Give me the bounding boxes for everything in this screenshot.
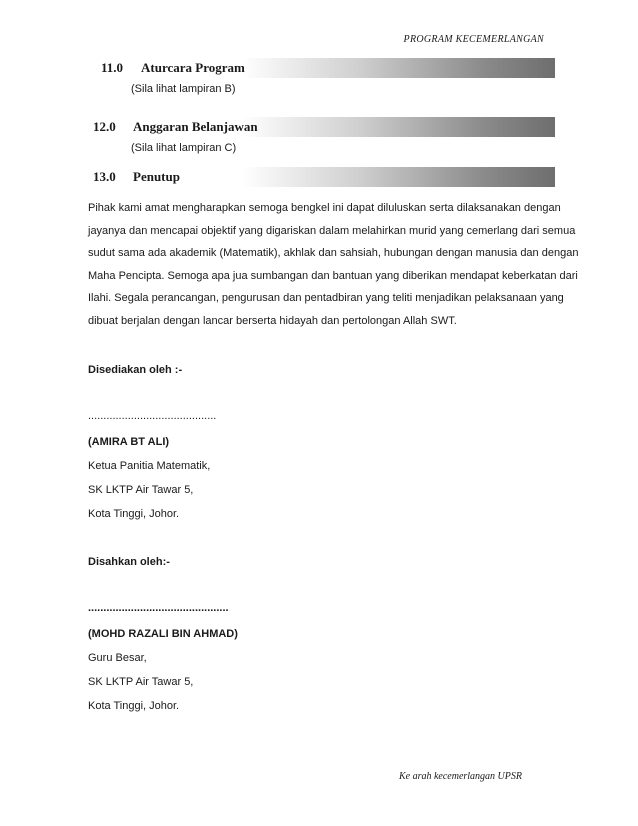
section-number-11: 11.0 [101,60,124,75]
prepared-location: Kota Tinggi, Johor. [88,508,180,520]
approved-by-label: Disahkan oleh:- [88,556,170,568]
approved-signature-line: .............................................. [88,602,229,614]
section-number-13: 13.0 [93,169,116,184]
paragraph-line: Pihak kami amat mengharapkan semoga bengkel ini dapat diluluskan serta dilaksanakan dengan [88,202,561,214]
prepared-signature-line: .......................................... [88,410,217,422]
paragraph-line: Maha Pencipta. Semoga apa jua sumbangan dan bantuan yang diberikan mendapat keberkatan dari [88,269,578,282]
section-title-13: Penutup [133,169,180,184]
section-number-12: 12.0 [93,119,116,134]
section-note-11: (Sila lihat lampiran B) [131,83,236,95]
prepared-by-label: Disediakan oleh :- [88,364,183,376]
prepared-name: (AMIRA BT ALI) [88,436,170,448]
running-footer: Ke arah kecemerlangan UPSR [398,771,522,782]
approved-position: Guru Besar, [88,652,147,664]
approved-location: Kota Tinggi, Johor. [88,700,180,712]
paragraph-line: dibuat berjalan dengan lancar berserta hidayah dan pertolongan Allah SWT. [88,314,457,327]
prepared-position: Ketua Panitia Matematik, [88,460,211,472]
closing-paragraph [88,197,579,333]
approved-name: (MOHD RAZALI BIN AHMAD) [88,628,238,640]
section-title-12: Anggaran Belanjawan [133,119,258,134]
paragraph-line: Ilahi. Segala perancangan, pengurusan dan pentadbiran yang teliti menjadikan pelaksanaan yang [88,292,564,305]
section-title-11: Aturcara Program [141,60,245,75]
paragraph-line: jayanya dan mencapai objektif yang digariskan dalam melahirkan murid yang cemerlang dari semua [88,224,576,237]
paragraph-line: sudut sama ada akademik (Matematik), akhlak dan sahsiah, hubungan dengan manusia dan dengan [88,247,579,260]
approved-school: SK LKTP Air Tawar 5, [88,676,194,688]
prepared-school: SK LKTP Air Tawar 5, [88,484,194,496]
section-note-12: (Sila lihat lampiran C) [131,142,237,154]
running-header: PROGRAM KECEMERLANGAN [403,34,544,45]
